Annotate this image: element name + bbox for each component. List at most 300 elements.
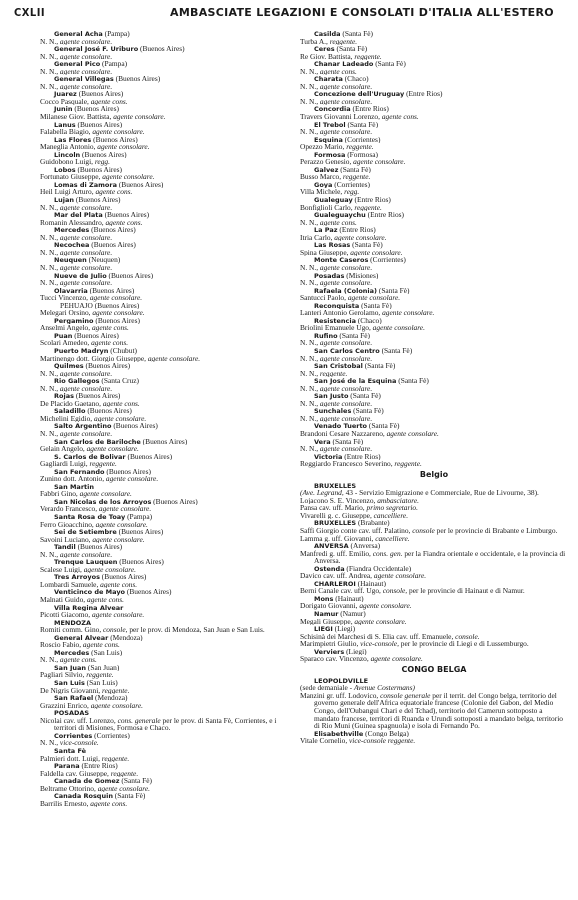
official-title: agente consolare. [319, 399, 373, 408]
official-title: agente consolare. [86, 445, 139, 453]
locality-province: (Buenos Aires) [83, 362, 131, 370]
official-name: N. N., [40, 739, 60, 747]
official-title: agente consolare. [90, 701, 143, 710]
locality-name: Mercedes [54, 226, 90, 234]
official-name: Tucci Vincenzo, [40, 294, 90, 302]
locality-entry [300, 362, 568, 370]
official-name: Guidobono Luigi, [40, 158, 95, 166]
official-title: agente consolare. [386, 429, 439, 438]
locality-province: (Buenos Aires) [75, 120, 123, 129]
official-title: agente consolare. [147, 354, 201, 363]
locality-province: (Entre Rios) [350, 105, 389, 114]
official-title: agente cons. [59, 656, 97, 664]
locality-name: Gualeguay [314, 196, 353, 204]
locality-province: (Formosa) [345, 150, 378, 159]
locality-name: Venado Tuerto [314, 422, 368, 430]
locality-entry [300, 677, 568, 685]
official-entry [300, 430, 568, 438]
official-name: Cocco Pasquale, [40, 97, 91, 106]
official-title: agente cons. [90, 799, 128, 808]
locality-name: Ostenda [314, 564, 345, 573]
official-entry [40, 755, 298, 763]
official-name: Davico cav. uff. Andrea, [300, 572, 374, 580]
locality-name: Esquina [314, 135, 343, 144]
official-name: Barrilis Ernesto, [40, 799, 91, 808]
official-entry [40, 611, 298, 619]
official-entry [40, 38, 298, 46]
official-title: reggente. [86, 671, 114, 680]
official-title: agente consolare. [319, 445, 373, 453]
official-title: console, [382, 587, 408, 595]
locality-entry [300, 392, 568, 400]
locality-entry [40, 105, 298, 113]
locality-entry [300, 565, 568, 573]
official-name: Perazzo Genesio, [300, 158, 354, 166]
official-entry [40, 355, 298, 363]
official-name: Manfredi g. uff. Emilio, [300, 549, 373, 558]
locality-entry [40, 679, 298, 687]
locality-entry [40, 181, 298, 189]
locality-entry [300, 302, 568, 310]
official-title: reggente. [89, 460, 117, 468]
official-entry [300, 234, 568, 242]
official-name: Malnati Guido, [40, 596, 88, 604]
official-entry [40, 415, 298, 423]
locality-entry [40, 588, 298, 596]
locality-entry [40, 634, 298, 642]
locality-entry [40, 287, 298, 295]
locality-entry [300, 377, 568, 385]
locality-province: (San Luis) [89, 648, 123, 657]
locality-name: Ceres [314, 45, 335, 53]
official-entry [300, 38, 568, 46]
official-title: agente consolare. [319, 82, 373, 91]
locality-province: (Mendoza) [108, 633, 143, 642]
locality-name: Sunchales [314, 407, 352, 415]
official-name: Gelain Angelo, [40, 445, 87, 453]
official-name: De Placido Gaetano, [40, 399, 103, 408]
official-name: Schisinà dei Marchesi di S. Elia cav. uff. Emanuele, [300, 632, 456, 641]
official-name: Lojacono S. E. Vincenzo, [300, 496, 378, 505]
official-name: Palmieri dott. Luigi, [40, 754, 102, 763]
official-title: agente consolare. [91, 611, 145, 619]
locality-entry [300, 45, 568, 53]
locality-name: CHARLEROI [314, 579, 356, 588]
official-title: agente consolare. [59, 37, 113, 46]
official-name: Roscio Fabio, [40, 641, 83, 649]
locality-province: (Entre Rios) [337, 226, 376, 234]
locality-entry [40, 619, 298, 627]
locality-province: (Santa Fè) [112, 792, 146, 800]
official-entry [300, 204, 568, 212]
official-title: agente consolare. [98, 505, 152, 513]
locality-entry [40, 75, 298, 83]
official-entry [300, 737, 568, 745]
locality-entry [40, 498, 298, 506]
official-title: agente consolare. [92, 309, 145, 317]
official-name: Heil Luigi Arturo, [40, 188, 96, 197]
official-entry [300, 618, 568, 626]
official-title: vice-console reggente. [349, 737, 416, 745]
locality-province: (San Juan) [86, 663, 120, 672]
official-name: Falabella Biagio, [40, 128, 93, 136]
official-entry [40, 249, 298, 257]
official-name: Anselmi Angelo, [40, 324, 92, 332]
official-name: Sparaco cav. Vincenzo, [300, 655, 371, 663]
locality-entry [300, 30, 568, 38]
locality-entry [300, 580, 568, 588]
official-entry [300, 400, 568, 408]
locality-name: Lanus [54, 120, 76, 129]
locality-name: Mar del Plata [54, 211, 103, 219]
locality-entry [40, 90, 298, 98]
locality-entry [300, 75, 568, 83]
locality-name: San José de la Esquina [314, 377, 397, 385]
locality-province: (Entre Rios) [342, 452, 381, 461]
official-entry [40, 770, 298, 778]
official-entry [300, 527, 568, 535]
official-title: agente consolare. [370, 655, 423, 663]
official-title: agente cons. [95, 188, 133, 197]
locality-entry [40, 422, 298, 430]
locality-entry [300, 166, 568, 174]
official-entry [300, 53, 568, 61]
official-title: agente consolare. [319, 354, 373, 363]
locality-name: Elisabethville [314, 729, 364, 738]
official-title: reggente. [354, 203, 382, 212]
locality-entry [40, 664, 298, 672]
official-name: N. N., [300, 384, 320, 393]
locality-name: Lincoln [54, 150, 81, 159]
official-entry [40, 460, 298, 468]
locality-name: San Justo [314, 392, 349, 400]
official-title: cons. gen. [372, 549, 403, 558]
official-name: Romiti comm. Gino, [40, 626, 104, 634]
locality-name: San Nicolas de los Arroyos [54, 497, 152, 506]
official-title: console [412, 527, 435, 535]
official-title: agente consolare. [319, 279, 373, 287]
locality-province: (Buenos Aires) [85, 407, 132, 415]
locality-province: (Buenos Aires) [91, 135, 138, 144]
locality-province: (Buenos Aires) [116, 180, 164, 189]
locality-province: (Chubut) [108, 346, 137, 355]
official-title: agente consolare. [59, 52, 113, 61]
locality-name: Nueve de Julio [54, 271, 107, 280]
locality-province: (Santa Fè) [396, 377, 429, 385]
official-entry [40, 98, 298, 106]
locality-name: Verviers [314, 647, 345, 656]
official-entry [40, 717, 298, 732]
official-entry [300, 489, 568, 497]
official-entry [300, 602, 568, 610]
official-entry [40, 309, 298, 317]
official-entry [300, 158, 568, 166]
official-entry [40, 785, 298, 793]
locality-entry [300, 136, 568, 144]
official-name: Grazzini Enrico, [40, 701, 91, 710]
locality-province: (Santa Fè) [334, 45, 368, 53]
official-name: N. N., [40, 263, 60, 272]
official-name: N. N., [300, 414, 320, 423]
official-title: cancelliere. [375, 534, 410, 543]
locality-province: (Pampa) [100, 60, 128, 68]
official-jurisdiction: per le prov. di Mendoza, San Juan e San Luis. [127, 626, 265, 634]
locality-entry [40, 332, 298, 340]
official-name: Michelini Egidio, [40, 414, 94, 423]
locality-province: (Chaco) [356, 316, 382, 325]
official-name: Fabbri Gino, [40, 490, 80, 498]
official-entry [40, 521, 298, 529]
official-entry [300, 512, 568, 520]
locality-province: (Santa Fè) [351, 407, 384, 415]
official-name: N. N., [40, 67, 60, 76]
locality-name: Mons [314, 594, 334, 603]
official-title: agente consolare. [350, 248, 403, 257]
locality-name: Villa Regina Alvear [54, 603, 124, 612]
official-title: agente cons. [319, 218, 357, 227]
official-entry [300, 633, 568, 641]
official-entry [300, 355, 568, 363]
locality-entry [300, 181, 568, 189]
locality-entry [300, 595, 568, 603]
official-entry [40, 143, 298, 151]
locality-name: Tandil [54, 543, 76, 551]
official-title: agente consolare. [95, 520, 148, 529]
official-name: N. N., [40, 279, 60, 287]
official-entry [40, 536, 298, 544]
official-entry [40, 702, 298, 710]
locality-province: (Santa Fè) [359, 301, 392, 310]
official-title: reggente. [102, 686, 130, 695]
official-title: agente cons. [87, 596, 124, 604]
official-entry [40, 339, 298, 347]
locality-province: (Buenos Aires) [72, 105, 119, 114]
locality-province: (Buenos Aires) [76, 90, 124, 98]
official-name: N. N., [40, 248, 60, 257]
locality-name: San Rafael [54, 694, 94, 702]
locality-province: (San Luis) [84, 679, 118, 687]
official-name: Spina Giuseppe, [300, 248, 351, 257]
locality-entry [300, 287, 568, 295]
locality-entry [300, 648, 568, 656]
locality-name: San Martin [54, 482, 94, 491]
locality-entry [40, 392, 298, 400]
official-entry [300, 113, 568, 121]
locality-name: Formosa [314, 150, 346, 159]
locality-entry [40, 347, 298, 355]
official-title: cons. generale [117, 716, 161, 725]
locality-province: (Hainaut) [333, 594, 364, 603]
locality-name: Chanar Ladeado [314, 60, 374, 68]
official-entry [40, 234, 298, 242]
locality-province: (Anversa) [348, 542, 381, 550]
left-column [40, 30, 298, 807]
official-name: N. N., [300, 354, 320, 363]
official-entry [300, 128, 568, 136]
locality-province: (Misiones) [344, 271, 379, 280]
locality-entry [40, 136, 298, 144]
locality-name: Lobos [54, 165, 76, 174]
locality-name: POSADAS [54, 709, 90, 717]
official-entry [40, 264, 298, 272]
locality-province: (Fiandra Occidentale) [344, 564, 412, 573]
official-name: N. N., [40, 52, 60, 61]
official-title: agente consolare. [359, 602, 412, 611]
locality-name: Puan [54, 331, 73, 340]
locality-province: (Buenos Aires) [73, 392, 121, 400]
page-number: CXLII [14, 6, 46, 19]
official-name: Savoini Luciano, [40, 535, 93, 544]
locality-name: Monte Caseros [314, 256, 369, 264]
locality-name: ANVERSA [314, 542, 349, 550]
locality-entry [40, 777, 298, 785]
locality-entry [40, 747, 298, 755]
official-name: De Nigris Giovanni, [40, 686, 102, 695]
locality-entry [40, 226, 298, 234]
locality-name: Corrientes [54, 731, 93, 740]
locality-name: Charata [314, 75, 343, 83]
official-title: agente consolare. [59, 429, 113, 438]
locality-name: General José F. Uriburo [54, 45, 139, 53]
official-entry [300, 572, 568, 580]
locality-province: (Brabante) [356, 519, 390, 527]
official-entry [40, 302, 298, 310]
official-title: console. [455, 632, 480, 641]
locality-province: (Santa Fè) [348, 392, 381, 400]
official-entry [40, 53, 298, 61]
official-entry [40, 641, 298, 649]
official-title: reggente. [101, 754, 130, 763]
locality-entry [40, 558, 298, 566]
official-entry [300, 143, 568, 151]
official-entry [40, 219, 298, 227]
locality-name: BRUXELLES [314, 481, 357, 490]
official-entry [40, 324, 298, 332]
locality-entry [300, 438, 568, 446]
official-entry [300, 324, 568, 332]
official-name: N. N., [40, 37, 60, 46]
locality-entry [40, 604, 298, 612]
official-entry [40, 400, 298, 408]
official-title: agente consolare. [94, 414, 147, 423]
official-title: reggente. [354, 52, 382, 61]
official-name: Brandoni Cesare Nazzareno, [300, 429, 387, 438]
locality-name: Venticinco de Mayo [54, 588, 126, 597]
locality-name: El Trebol [314, 120, 346, 129]
locality-province: (Buenos Aires) [102, 211, 150, 219]
locality-name: Saladillo [54, 407, 86, 415]
official-name: N. N., [300, 67, 320, 76]
official-name: N. N., [300, 279, 320, 287]
official-title: agente consolare. [373, 572, 427, 580]
official-name: Berni Canale cav. uff. Ugo, [300, 587, 383, 595]
locality-name: Sei de Setiembre [54, 528, 117, 536]
official-title: agente consolare. [334, 233, 387, 242]
locality-province: (Santa Fè) [338, 165, 371, 174]
official-entry [40, 113, 298, 121]
official-name: Reggiardo Francesco Severino, [300, 460, 395, 468]
locality-province: (Buenos Aires) [75, 543, 123, 551]
official-name: Nicolai cav. uff. Lorenzo, [40, 716, 118, 725]
official-title: reggente. [329, 37, 358, 46]
official-name: Pansa cav. uff. Mario, [300, 504, 367, 512]
official-title: agente consolare. [79, 490, 132, 498]
locality-entry [40, 483, 298, 491]
locality-name: Trenque Lauquen [54, 558, 118, 566]
official-title: agente consolare. [382, 309, 435, 317]
official-entry [300, 279, 568, 287]
locality-province: (Buenos Aires) [72, 331, 119, 340]
locality-name: Posadas [314, 271, 345, 280]
locality-entry [300, 151, 568, 159]
official-entry [40, 596, 298, 604]
locality-province: (Santa Fè) [362, 362, 396, 370]
official-title: agente consolare. [92, 535, 145, 544]
official-entry [40, 430, 298, 438]
country-heading: CONGO BELGA [401, 664, 467, 674]
official-entry [40, 551, 298, 559]
official-title: agente consolare. [59, 550, 113, 559]
locality-entry [40, 468, 298, 476]
locality-entry [40, 30, 298, 38]
locality-name: Rojas [54, 392, 74, 400]
official-title: agente consolare. [59, 263, 113, 272]
official-entry [40, 445, 298, 453]
locality-province: (Santa Fè) [337, 331, 370, 340]
official-entry [300, 655, 568, 663]
locality-entry [40, 256, 298, 264]
locality-entry [40, 45, 298, 53]
locality-entry [300, 90, 568, 98]
locality-name: Juarez [54, 90, 77, 98]
locality-name: BRUXELLES [314, 519, 357, 527]
locality-entry [300, 730, 568, 738]
locality-province: (Pampa) [125, 513, 153, 521]
official-name: N. N., [40, 369, 60, 378]
official-entry [300, 640, 568, 648]
official-name: Marimpietri Giulio, [300, 640, 361, 648]
official-entry [40, 158, 298, 166]
official-name: N. N., [300, 399, 320, 408]
locality-name: LIEGI [314, 625, 333, 633]
official-title: agente consolare. [113, 113, 166, 121]
official-name: Dorigato Giovanni, [300, 602, 360, 611]
official-jurisdiction: per le provincie di Hainaut e di Namur. [407, 587, 525, 595]
locality-name: Salto Argentino [54, 422, 112, 430]
locality-entry [300, 226, 568, 234]
locality-province: (Buenos Aires) [117, 558, 164, 566]
locality-entry [40, 151, 298, 159]
official-name: N. N., [300, 218, 320, 227]
official-entry [300, 460, 568, 468]
locality-province: (Buenos Aires) [113, 75, 161, 83]
official-entry [300, 497, 568, 505]
official-name: Busso Marco, [300, 173, 343, 181]
official-entry [300, 83, 568, 91]
official-title: agente consolare. [59, 248, 113, 257]
official-name: Lombardi Samuele, [40, 580, 101, 589]
locality-entry [300, 272, 568, 280]
official-jurisdiction: 43 - Servizio Emigrazione e Commerciale, Rue de Livourne, 38). [343, 489, 539, 497]
locality-province: (Buenos Aires) [106, 271, 154, 280]
official-name: N. N., [40, 82, 60, 91]
official-name: N. N., [300, 339, 320, 347]
official-entry [300, 535, 568, 543]
official-name: Bonfiglioli Carlo, [300, 203, 355, 212]
official-entry [300, 98, 568, 106]
locality-entry [40, 121, 298, 129]
official-name: Picotti Giacomo, [40, 611, 92, 619]
